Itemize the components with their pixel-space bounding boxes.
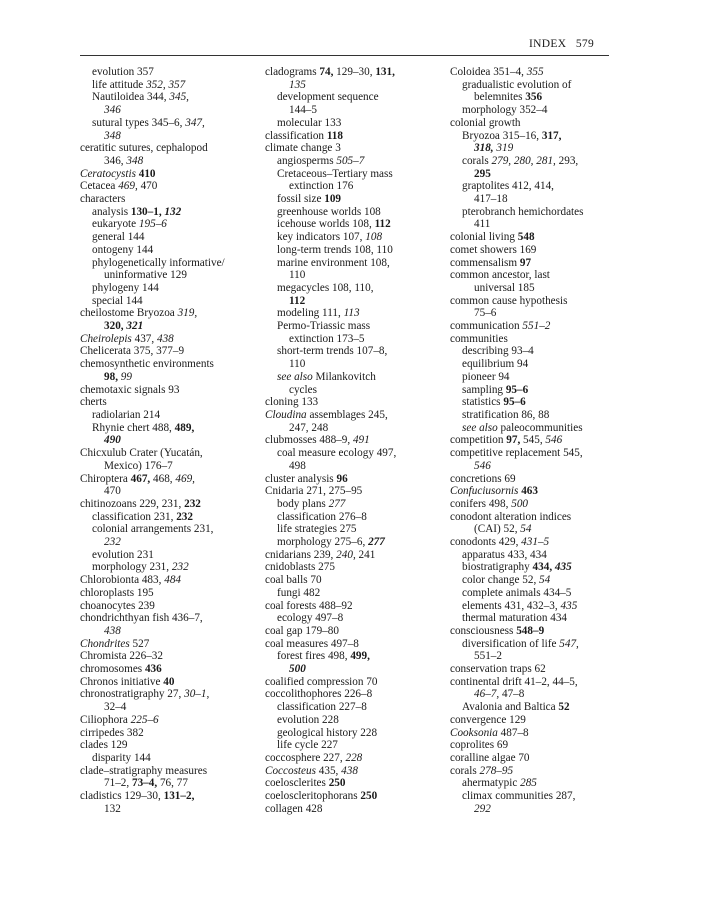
index-entry: Rhynie chert 488, 489, [92,421,195,434]
index-entry: ontogeny 144 [92,243,154,256]
index-entry: Chicxulub Crater (Yucatán, [80,447,203,460]
index-entry: clubmosses 488–9, 491 [265,434,370,447]
index-entry: coelosclerites 250 [265,777,346,790]
index-entry: extinction 173–5 [289,332,365,345]
index-entry: special 144 [92,294,143,307]
index-entry: 98, 99 [104,370,132,383]
index-entry: conservation traps 62 [450,663,546,676]
index-entry: coccosphere 227, 228 [265,751,363,764]
index-entry: common ancestor, last [450,269,550,282]
index-entry: commensalism 97 [450,256,532,269]
index-entry: evolution 228 [277,713,339,726]
index-entry: Coccosteus 435, 438 [265,764,358,777]
index-entry: diversification of life 547, [462,637,579,650]
index-entry: 551–2 [474,650,502,663]
index-entry: phylogeny 144 [92,281,159,294]
index-entry: 470 [104,485,121,498]
index-entry: evolution 231 [92,548,154,561]
index-entry: chloroplasts 195 [80,586,154,599]
index-entry: greenhouse worlds 108 [277,205,381,218]
index-entry: Chlorobionta 483, 484 [80,574,181,587]
index-entry: cladograms 74, 129–30, 131, [265,66,395,78]
index-entry: pioneer 94 [462,370,510,383]
index-entry: cluster analysis 96 [265,472,348,485]
index-entry: modeling 111, 113 [277,307,360,320]
index-entry: Coloidea 351–4, 355 [450,66,544,78]
index-entry: general 144 [92,231,145,244]
header-title: INDEX [529,38,567,50]
index-entry: colonial growth [450,116,521,129]
index-entry: Permo-Triassic mass [277,320,371,333]
index-entry: coal measure ecology 497, [277,447,397,460]
index-entry: cladistics 129–30, 131–2, [80,790,195,803]
index-entry: colonial living 548 [450,231,535,244]
index-entry: ahermatypic 285 [462,777,537,790]
index-entry: comet showers 169 [450,243,537,256]
index-entry: clades 129 [80,739,128,752]
index-entry: 32–4 [104,701,127,714]
index-entry: disparity 144 [92,751,151,764]
index-entry: 348 [104,129,121,142]
index-entry: competition 97, 545, 546 [450,434,563,447]
index-entry: 144–5 [289,104,317,117]
index-entry: graptolites 412, 414, [462,180,554,193]
index-entry: cherts [80,396,107,409]
index-entry: cnidoblasts 275 [265,561,335,574]
index-entry: color change 52, 54 [462,574,551,587]
index-entry: coeloscleritophorans 250 [265,790,378,803]
index-entry: universal 185 [474,281,535,294]
index-entry: biostratigraphy 434, 435 [462,561,572,574]
index-entry: 498 [289,459,306,472]
index-entry: Cnidaria 271, 275–95 [265,485,363,498]
index-entry: characters [80,193,126,206]
index-entry: statistics 95–6 [462,396,526,409]
index-entry: 546 [474,459,491,472]
index-entry: (CAI) 52, 54 [474,523,532,536]
index-entry: Chiroptera 467, 468, 469, [80,472,195,485]
index-entry: 417–18 [474,193,508,206]
index-entry: Bryozoa 315–16, 317, [462,129,562,142]
index-entry: phylogenetically informative/ [92,256,225,269]
index-entry: sampling 95–6 [462,383,529,396]
index-entry: elements 431, 432–3, 435 [462,599,578,612]
index-entry: cheilostome Bryozoa 319, [80,307,198,320]
index-entry: Ciliophora 225–6 [80,713,159,726]
index-entry: Cretaceous–Tertiary mass [277,167,393,180]
index-entry: apparatus 433, 434 [462,548,547,561]
index-entry: coccolithophores 226–8 [265,688,373,701]
index-entry: 346 [104,104,121,117]
index-entry: describing 93–4 [462,345,534,358]
index-entry: conodont alteration indices [450,510,572,523]
index-entry: Confuciusornis 463 [450,485,538,498]
index-entry: common cause hypothesis [450,294,568,307]
index-entry: extinction 176 [289,180,354,193]
index-entry: conifers 498, 500 [450,497,528,510]
index-entry: fungi 482 [277,586,321,599]
index-entry: 110 [289,269,306,282]
index-entry: radiolarian 214 [92,408,161,421]
index-entry: belemnites 356 [474,91,543,104]
index-entry: 411 [474,218,491,231]
index-entry: 232 [104,536,121,549]
index-entry: ceratitic sutures, cephalopod [80,142,208,155]
index-entry: 135 [289,78,306,91]
index-entry: 295 [474,167,491,180]
index-entry: uninformative 129 [104,269,187,282]
index-entry: angiosperms 505–7 [277,154,365,167]
index-entry: coal measures 497–8 [265,637,359,650]
index-entry: 110 [289,358,306,371]
index-entry: Cetacea 469, 470 [80,180,158,193]
index-entry: body plans 277 [277,497,346,510]
index-column-1 [68,66,240,815]
index-entry: chronostratigraphy 27, 30–1, [80,688,210,701]
index-entry: coal balls 70 [265,574,322,587]
index-entry: key indicators 107, 108 [277,231,383,244]
index-entry: 46–7, 47–8 [474,688,525,701]
index-entry: communities [450,332,508,345]
index-entry: 112 [289,294,306,307]
page-number: 579 [575,38,594,50]
index-entry: chromosomes 436 [80,663,162,676]
index-entry: 318, 319 [474,142,514,155]
index-entry: Chronos initiative 40 [80,675,175,688]
index-entry: classification 118 [265,129,343,142]
index-entry: communication 551–2 [450,320,551,333]
running-header [529,38,594,50]
index-entry: life cycle 227 [277,739,338,752]
index-entry: chemosynthetic environments [80,358,214,371]
index-entry: Cloudina assemblages 245, [265,408,388,421]
index-entry: corals 278–95 [450,764,514,777]
index-entry: fossil size 109 [277,193,342,206]
index-entry: collagen 428 [265,802,323,815]
index-entry: development sequence [277,91,379,104]
index-entry: complete animals 434–5 [462,586,572,599]
index-entry: 500 [289,663,306,676]
index-entry: corals 279, 280, 281, 293, [462,154,579,167]
index-entry: colonial arrangements 231, [92,523,214,536]
index-entry: chondrichthyan fish 436–7, [80,612,203,625]
index-entry: Avalonia and Baltica 52 [462,701,570,714]
index-entry: competitive replacement 545, [450,447,583,460]
index-entry: analysis 130–1, 132 [92,205,182,218]
index-entry: long-term trends 108, 110 [277,243,393,256]
index-entry: see also paleocommunities [462,421,583,434]
index-entry: Chelicerata 375, 377–9 [80,345,185,358]
index-entry: climax communities 287, [462,790,576,803]
index-entry: forest fires 498, 499, [277,650,370,663]
index-entry: consciousness 548–9 [450,624,545,637]
index-entry: thermal maturation 434 [462,612,568,625]
index-entry: continental drift 41–2, 44–5, [450,675,578,688]
index-entry: coal forests 488–92 [265,599,353,612]
index-entry: sutural types 345–6, 347, [92,116,205,129]
index-entry: choanocytes 239 [80,599,155,612]
index-entry: convergence 129 [450,713,526,726]
index-entry: chitinozoans 229, 231, 232 [80,497,201,510]
index-entry: gradualistic evolution of [462,78,572,91]
index-entry: geological history 228 [277,726,378,739]
index-entry: classification 227–8 [277,701,367,714]
index-entry: Nautiloidea 344, 345, [92,91,189,104]
index-entry: 247, 248 [289,421,329,434]
index-entry: 132 [104,802,121,815]
index-entry: Cooksonia 487–8 [450,726,529,739]
index-entry: Ceratocystis 410 [80,167,156,180]
index-entry: life attitude 352, 357 [92,78,186,91]
index-entry: pterobranch hemichordates [462,205,584,218]
index-entry: see also Milankovitch [277,370,376,383]
index-entry: evolution 357 [92,66,154,78]
index-entry: coalified compression 70 [265,675,378,688]
index-entry: ecology 497–8 [277,612,344,625]
index-entry: life strategies 275 [277,523,357,536]
index-entry: classification 276–8 [277,510,367,523]
index-entry: conodonts 429, 431–5 [450,536,550,549]
index-entry: chemotaxic signals 93 [80,383,180,396]
index-entry: climate change 3 [265,142,341,155]
index-entry: short-term trends 107–8, [277,345,388,358]
index-entry: cnidarians 239, 240, 241 [265,548,376,561]
index-entry: concretions 69 [450,472,516,485]
index-entry: Cheirolepis 437, 438 [80,332,174,345]
index-entry: megacycles 108, 110, [277,281,374,294]
index-entry: coal gap 179–80 [265,624,339,637]
index-entry: cloning 133 [265,396,319,409]
index-entry: molecular 133 [277,116,342,129]
index-column-2 [253,66,425,815]
index-entry: 320, 321 [104,320,144,333]
header-rule [80,55,609,56]
index-entry: coralline algae 70 [450,751,530,764]
index-entry: morphology 275–6, 277 [277,536,385,549]
index-entry: cycles [289,383,317,396]
index-entry: Chromista 226–32 [80,650,163,663]
index-entry: 292 [474,802,491,815]
index-entry: marine environment 108, [277,256,390,269]
index-entry: stratification 86, 88 [462,408,550,421]
index-column-3 [438,66,610,815]
index-entry: morphology 352–4 [462,104,548,117]
index-entry: 71–2, 73–4, 76, 77 [104,777,188,790]
index-entry: cirripedes 382 [80,726,144,739]
index-entry: 75–6 [474,307,497,320]
index-entry: icehouse worlds 108, 112 [277,218,391,231]
index-entry: equilibrium 94 [462,358,529,371]
index-entry: Chondrites 527 [80,637,150,650]
index-entry: 438 [104,624,121,637]
index-entry: coprolites 69 [450,739,509,752]
index-entry: clade–stratigraphy measures [80,764,208,777]
index-entry: Mexico) 176–7 [104,459,173,472]
index-entry: 490 [104,434,121,447]
index-entry: 346, 348 [104,154,144,167]
index-entry: classification 231, 232 [92,510,193,523]
index-entry: eukaryote 195–6 [92,218,167,231]
index-entry: morphology 231, 232 [92,561,189,574]
